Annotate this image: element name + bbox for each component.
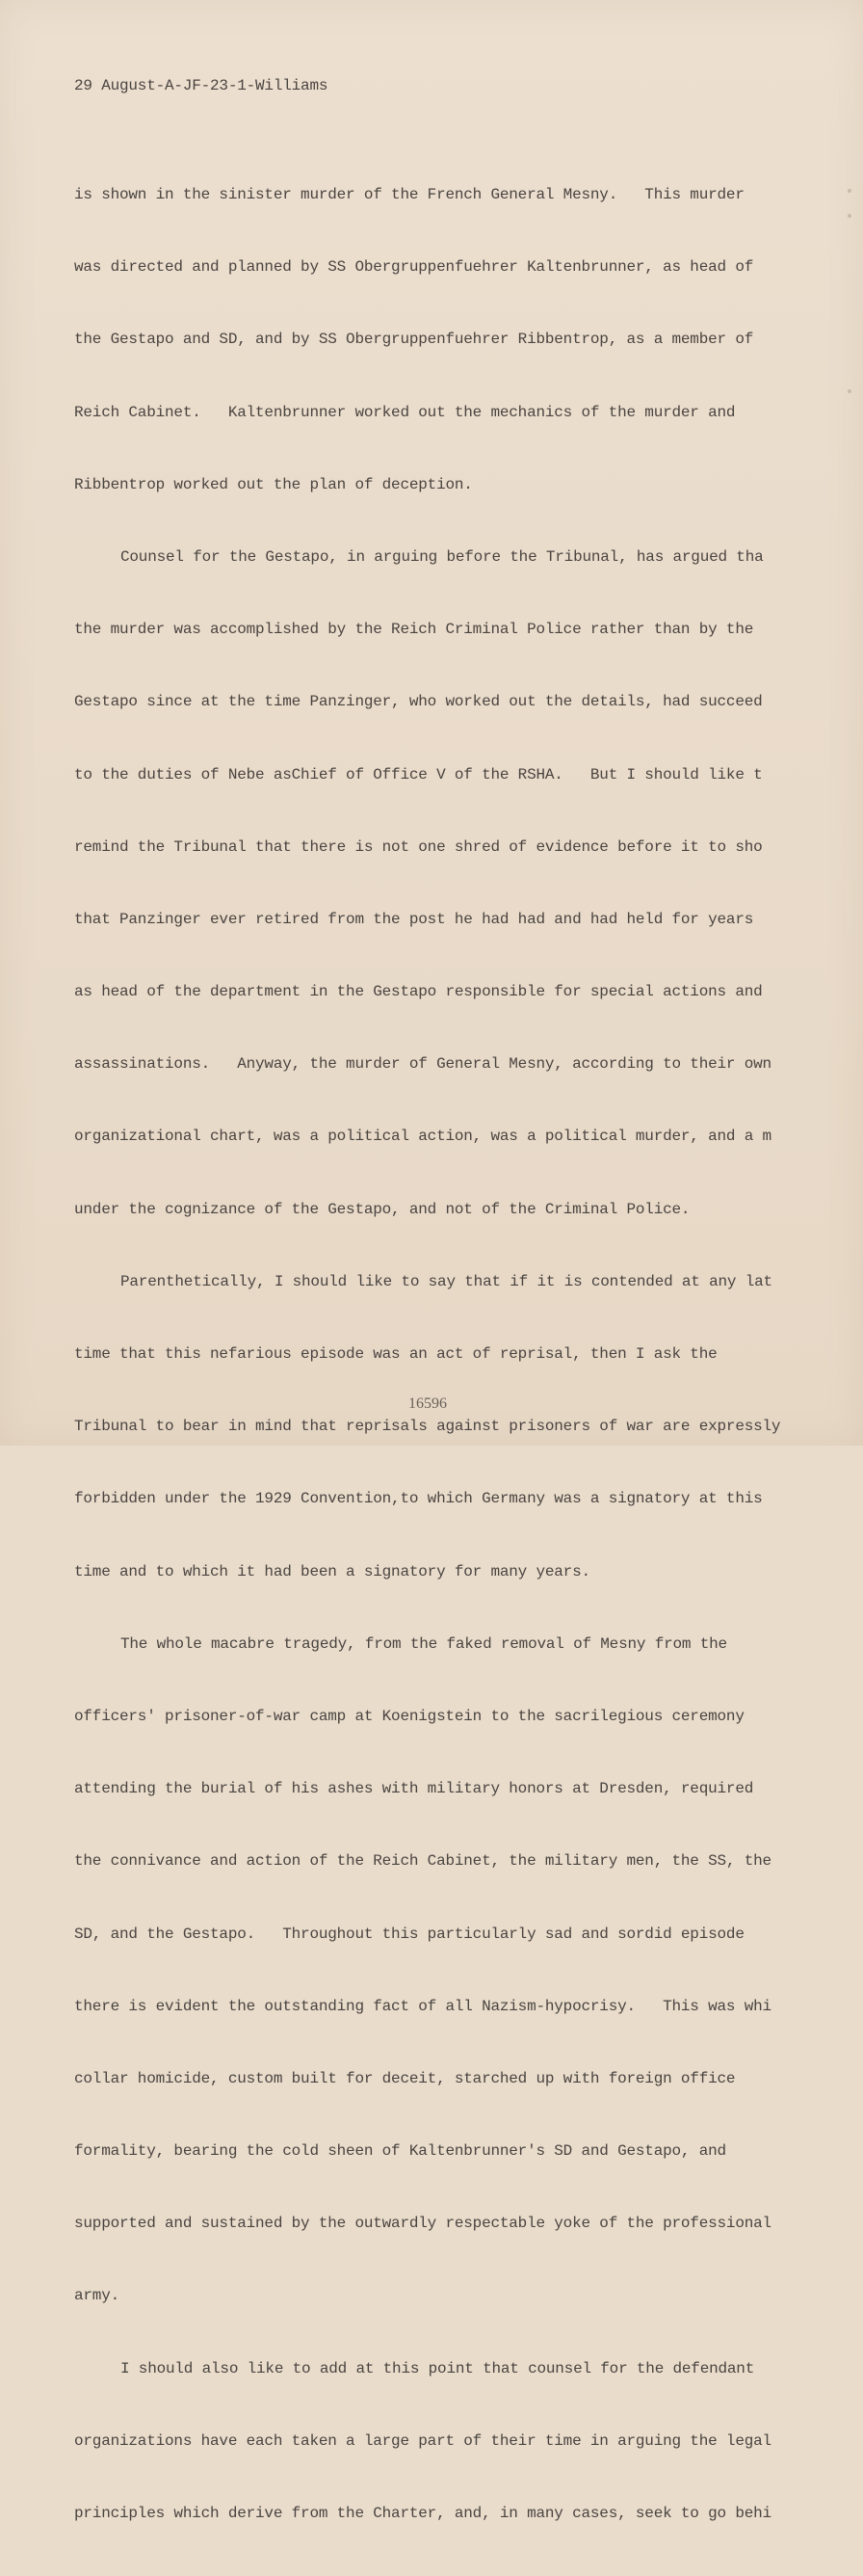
- text-line: time that this nefarious episode was an act of reprisal, then I ask the: [74, 1345, 718, 1363]
- paper-mark: [848, 214, 851, 218]
- text-line: Counsel for the Gestapo, in arguing before the Tribunal, has argued tha: [120, 547, 764, 566]
- text-line: collar homicide, custom built for deceit, starched up with foreign office: [74, 2069, 736, 2087]
- text-line: Tribunal to bear in mind that reprisals against prisoners of war are expressly: [74, 1418, 781, 1436]
- text-line: Ribbentrop worked out the plan of deception.: [74, 475, 473, 493]
- text-line: formality, bearing the cold sheen of Kaltenbrunner's SD and Gestapo, and: [74, 2142, 726, 2161]
- text-line: as head of the department in the Gestapo responsible for special actions and: [74, 983, 763, 1001]
- text-line: SD, and the Gestapo. Throughout this particularly sad and sordid episode: [74, 1925, 745, 1943]
- text-line: to the duties of Nebe asChief of Office V of the RSHA. But I should like t: [74, 765, 763, 783]
- paper-mark: [848, 189, 851, 193]
- text-line: time and to which it had been a signatory for many years.: [74, 1562, 590, 1580]
- text-line: officers' prisoner-of-war camp at Koenigstein to the sacrilegious ceremony: [74, 1707, 745, 1725]
- text-line: I should also like to add at this point that counsel for the defendant: [120, 2359, 755, 2377]
- text-line: attending the burial of his ashes with military honors at Dresden, required: [74, 1780, 754, 1798]
- document-body: [74, 150, 845, 2576]
- text-line: is shown in the sinister murder of the French General Mesny. This murder: [74, 186, 745, 203]
- paper-mark: [848, 389, 851, 393]
- text-line: organizational chart, was a political action, was a political murder, and a m: [74, 1128, 771, 1146]
- text-line: assassinations. Anyway, the murder of General Mesny, according to their own: [74, 1055, 771, 1074]
- text-line: organizations have each taken a large part of their time in arguing the legal: [74, 2431, 771, 2450]
- text-line: under the cognizance of the Gestapo, and not of the Criminal Police.: [74, 1200, 691, 1218]
- text-line: the connivance and action of the Reich Cabinet, the military men, the SS, the: [74, 1852, 771, 1871]
- text-line: army.: [74, 2287, 120, 2305]
- text-line: supported and sustained by the outwardly respectable yoke of the professional: [74, 2215, 771, 2233]
- text-line: forbidden under the 1929 Convention,to which Germany was a signatory at this: [74, 1490, 763, 1508]
- text-line: Reich Cabinet. Kaltenbrunner worked out the mechanics of the murder and: [74, 403, 736, 421]
- text-line: the Gestapo and SD, and by SS Obergruppenfuehrer Ribbentrop, as a member of: [74, 331, 754, 349]
- text-line: principles which derive from the Charter, and, in many cases, seek to go behi: [74, 2505, 771, 2522]
- text-line: Gestapo since at the time Panzinger, who worked out the details, had succeed: [74, 693, 763, 711]
- text-line: there is evident the outstanding fact of all Nazism-hypocrisy. This was whi: [74, 1997, 771, 2015]
- page-number: 16596: [408, 1395, 447, 1412]
- text-line: the murder was accomplished by the Reich Criminal Police rather than by the: [74, 621, 754, 639]
- text-line: was directed and planned by SS Obergruppenfuehrer Kaltenbrunner, as head of: [74, 258, 754, 277]
- text-line: remind the Tribunal that there is not one shred of evidence before it to sho: [74, 837, 763, 856]
- text-line: Parenthetically, I should like to say that if it is contended at any lat: [120, 1272, 772, 1290]
- text-line: The whole macabre tragedy, from the faked removal of Mesny from the: [120, 1634, 727, 1653]
- text-line: that Panzinger ever retired from the post he had had and had held for years: [74, 910, 754, 928]
- document-header: 29 August-A-JF-23-1-Williams: [74, 77, 328, 94]
